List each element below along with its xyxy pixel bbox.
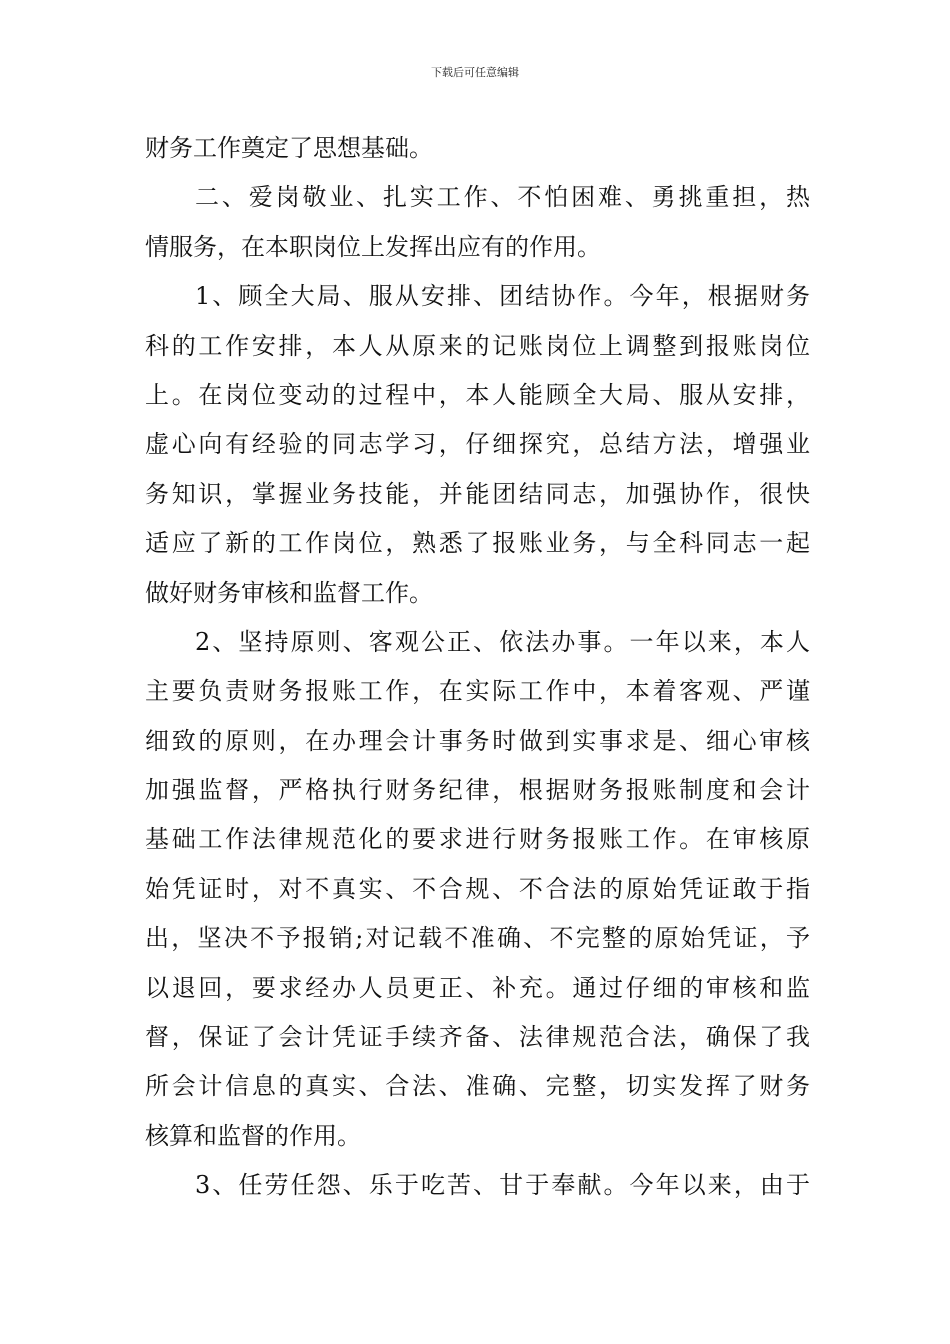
text-line: 以退回，要求经办人员更正、补充。通过仔细的审核和监 xyxy=(145,973,810,1002)
text-line: 二、爱岗敬业、扎实工作、不怕困难、勇挑重担，热 xyxy=(195,183,810,212)
page-header: 下载后可任意编辑 xyxy=(431,66,519,79)
text-line: 情服务，在本职岗位上发挥出应有的作用。 xyxy=(145,232,601,261)
text-line: 务知识，掌握业务技能，并能团结同志，加强协作，很快 xyxy=(145,479,810,508)
text-line: 3、任劳任怨、乐于吃苦、甘于奉献。今年以来，由于 xyxy=(195,1171,810,1200)
text-line: 适应了新的工作岗位，熟悉了报账业务，与全科同志一起 xyxy=(145,529,810,558)
paragraph xyxy=(145,124,810,173)
text-line: 核算和监督的作用。 xyxy=(145,1121,361,1150)
text-line: 出，坚决不予报销;对记载不准确、不完整的原始凭证，予 xyxy=(145,924,810,953)
text-line: 主要负责财务报账工作，在实际工作中，本着客观、严谨 xyxy=(145,677,810,706)
text-line: 科的工作安排，本人从原来的记账岗位上调整到报账岗位 xyxy=(145,331,810,360)
text-line: 1、顾全大局、服从安排、团结协作。今年，根据财务 xyxy=(195,282,810,311)
text-line: 基础工作法律规范化的要求进行财务报账工作。在审核原 xyxy=(145,825,810,854)
text-line: 细致的原则，在办理会计事务时做到实事求是、细心审核 xyxy=(145,726,810,755)
text-line: 上。在岗位变动的过程中，本人能顾全大局、服从安排， xyxy=(145,380,810,409)
paragraph xyxy=(145,173,810,272)
document-body xyxy=(145,124,810,1211)
text-line: 始凭证时，对不真实、不合规、不合法的原始凭证敢于指 xyxy=(145,874,810,903)
text-line: 督，保证了会计凭证手续齐备、法律规范合法，确保了我 xyxy=(145,1023,810,1052)
text-line: 加强监督，严格执行财务纪律，根据财务报账制度和会计 xyxy=(145,776,810,805)
text-line: 所会计信息的真实、合法、准确、完整，切实发挥了财务 xyxy=(145,1072,810,1101)
text-line: 虚心向有经验的同志学习，仔细探究，总结方法，增强业 xyxy=(145,430,810,459)
paragraph xyxy=(145,272,810,618)
text-line: 财务工作奠定了思想基础。 xyxy=(145,134,433,162)
text-line: 做好财务审核和监督工作。 xyxy=(145,578,433,607)
paragraph xyxy=(145,1161,810,1210)
paragraph xyxy=(145,618,810,1161)
text-line: 2、坚持原则、客观公正、依法办事。一年以来，本人 xyxy=(195,627,810,656)
